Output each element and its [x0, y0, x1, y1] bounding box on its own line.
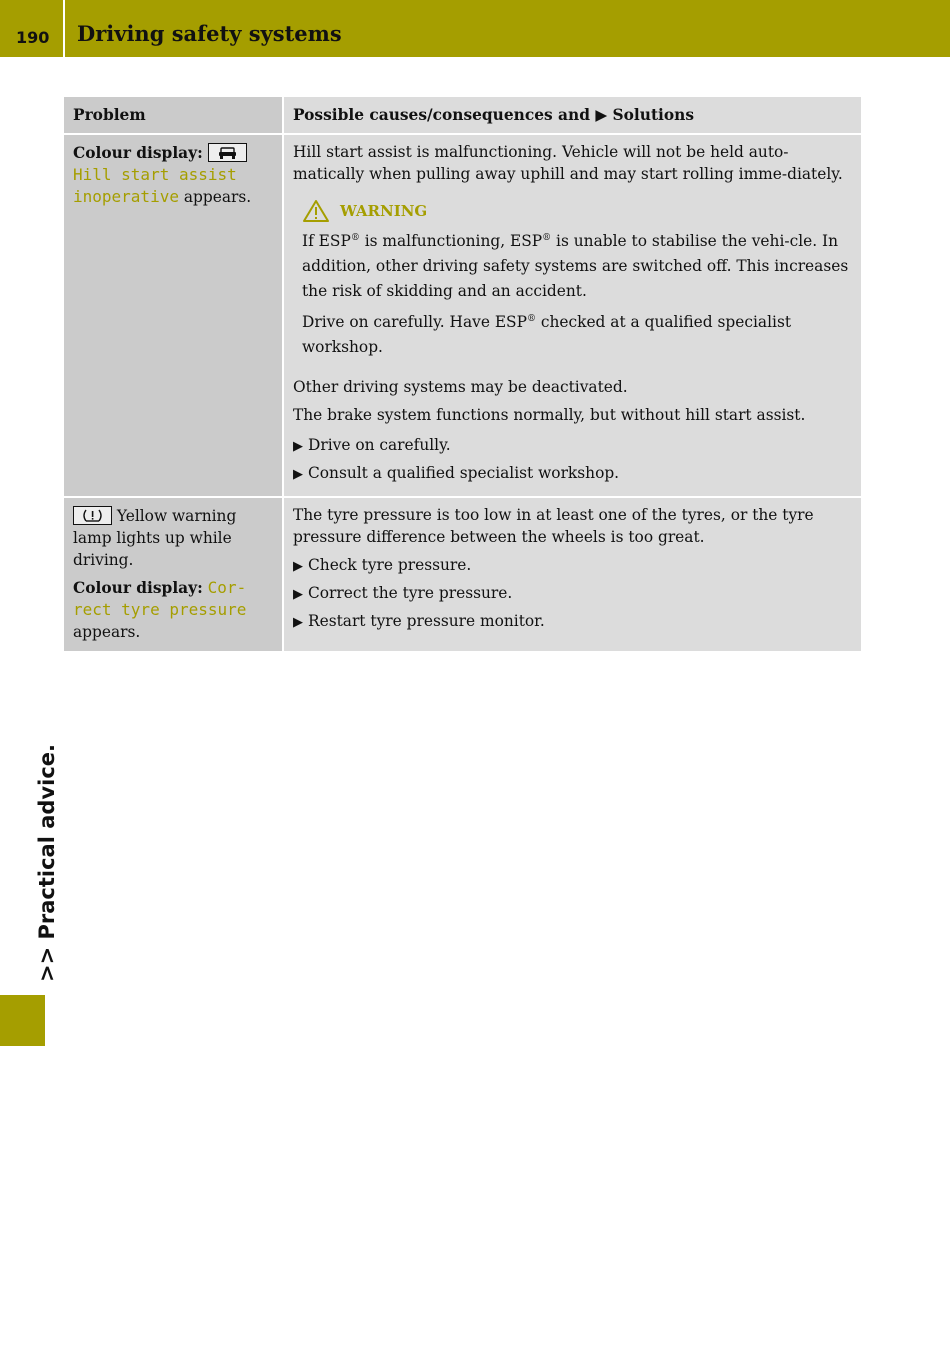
solution-cell: [283, 134, 861, 497]
side-tab-marker: [0, 995, 45, 1046]
header-problem: Problem: [64, 97, 283, 134]
arrow-right-icon: ▶: [595, 106, 608, 124]
display-message: Cor-rect tyre pressure: [73, 578, 247, 619]
side-tab-label: >> Practical advice.: [35, 744, 59, 982]
cause-text: Hill start assist is malfunctioning. Vehicle will not be held auto-matically when pulling away uphill and may start rolling imme-diately.: [293, 143, 843, 183]
table-row: [64, 497, 861, 651]
tyre-pressure-warning-icon: [73, 506, 112, 525]
header-solutions: [283, 97, 861, 134]
list-item: ▶ Check tyre pressure.: [293, 556, 472, 574]
note-text: The brake system functions normally, but without hill start assist.: [293, 406, 806, 424]
warning-text-1: If ESP® is malfunctioning, ESP® is unable to stabilise the vehi-cle. In addition, other driving safety systems are switched off. This increases the risk of skidding and an accident.: [302, 232, 849, 300]
lamp-text: Yellow warning lamp lights up while driving.: [73, 507, 237, 569]
page-number: 190: [16, 28, 50, 47]
header-solutions-label: Solutions: [612, 106, 695, 124]
header-divider: [63, 0, 65, 57]
problem-cell: [64, 497, 283, 651]
colour-display-label: Colour display:: [73, 144, 203, 162]
header-solutions-text: Possible causes/consequences and: [293, 106, 590, 124]
warning-triangle-icon: [302, 199, 330, 223]
colour-display-label: Colour display:: [73, 579, 203, 597]
list-item: ▶ Consult a qualified specialist workshop.: [293, 464, 620, 482]
table-header-row: [64, 97, 861, 134]
cause-text: The tyre pressure is too low in at least one of the tyres, or the tyre pressure difference between the wheels is too great.: [293, 506, 814, 546]
hill-start-car-icon: [208, 143, 247, 162]
page-header: [0, 0, 950, 57]
list-item: ▶ Restart tyre pressure monitor.: [293, 612, 545, 630]
arrow-right-icon: ▶: [293, 559, 303, 574]
solution-cell: [283, 497, 861, 651]
warning-title: WARNING: [340, 202, 428, 220]
warning-box: [302, 199, 852, 360]
warning-heading: [302, 199, 852, 223]
note-text: Other driving systems may be deactivated.: [293, 378, 628, 396]
appears-text: appears.: [73, 623, 141, 641]
colour-display-line: [73, 577, 273, 643]
page-title: Driving safety systems: [77, 21, 342, 46]
list-item: ▶ Drive on carefully.: [293, 436, 451, 454]
troubleshooting-table: [64, 97, 861, 651]
warning-text-2: Drive on carefully. Have ESP® checked at a qualified specialist workshop.: [302, 313, 792, 356]
table-row: [64, 134, 861, 497]
problem-cell: [64, 134, 283, 497]
appears-text: appears.: [183, 188, 252, 206]
display-message: Hill start assist inoperative: [73, 165, 237, 206]
arrow-right-icon: ▶: [293, 615, 303, 630]
list-item: ▶ Correct the tyre pressure.: [293, 584, 513, 602]
arrow-right-icon: ▶: [293, 587, 303, 602]
arrow-right-icon: ▶: [293, 467, 303, 482]
arrow-right-icon: ▶: [293, 439, 303, 454]
